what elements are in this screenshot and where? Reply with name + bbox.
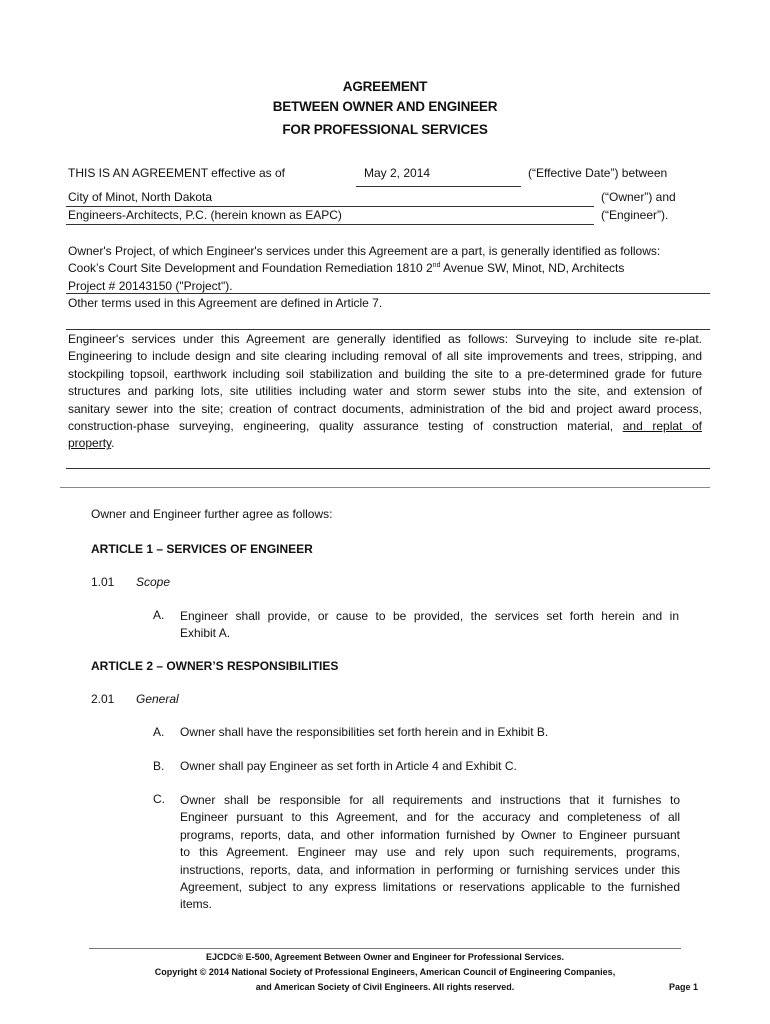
item-2-01-c-line-3: programs, reports, data, and other information furnished by Owner to Engineer pursuant: [180, 827, 680, 842]
owner-name: City of Minot, North Dakota: [68, 190, 213, 204]
section-1-01-number: 1.01: [91, 575, 115, 589]
item-2-01-b-text: Owner shall pay Engineer as set forth in Article 4 and Exhibit C.: [180, 759, 517, 773]
services-line-6-underlined: and replat of: [622, 419, 702, 434]
project-line-2: [68, 260, 710, 277]
effective-intro: THIS IS AN AGREEMENT effective as of: [68, 166, 285, 180]
item-2-01-c-line-5: instructions, reports, data, and information in performing or furnishing services under this: [180, 862, 680, 877]
section-divider: [60, 487, 710, 488]
services-line-3: stockpiling topsoil, earthwork including soil stabilization and building the site to a pre-determined grade for future: [68, 366, 702, 381]
item-2-01-c-letter: C.: [153, 792, 165, 806]
services-top-rule: [66, 329, 710, 330]
services-line-6: [68, 418, 702, 435]
footer-line-3: and American Society of Civil Engineers. All rights reserved.: [255, 982, 515, 992]
item-2-01-c-line-7: items.: [180, 897, 213, 912]
footer-line-1: EJCDC® E-500, Agreement Between Owner and Engineer for Professional Services.: [206, 952, 564, 962]
engineer-name: Engineers-Architects, P.C. (herein known as EAPC): [68, 208, 342, 222]
item-2-01-c-text: [180, 792, 680, 914]
item-1-01-a-text: [180, 608, 679, 643]
project-intro: Owner's Project, of which Engineer's services under this Agreement are a part, is generally identified as follows:: [68, 244, 661, 258]
services-line-7: [68, 435, 702, 452]
item-2-01-a-text: Owner shall have the responsibilities set forth herein and in Exhibit B.: [180, 725, 549, 739]
item-2-01-a-letter: A.: [153, 725, 165, 739]
item-2-01-c-line-6: Agreement, subject to any express limitations or reservations applicable to the furnished: [180, 880, 680, 895]
project-line-2-start: Cook’s Court Site Development and Foundation Remediation 1810 2: [68, 261, 433, 276]
footer-rule: [89, 948, 681, 949]
item-2-01-b-letter: B.: [153, 759, 165, 773]
project-line-3: Project # 20143150 ("Project").: [68, 278, 233, 293]
project-line-2-end: Avenue SW, Minot, ND, Architects: [440, 261, 625, 276]
effective-date-underline: [356, 186, 521, 187]
article-1-heading: ARTICLE 1 – SERVICES OF ENGINEER: [91, 542, 313, 556]
project-underline: [66, 293, 710, 294]
section-2-01-number: 2.01: [91, 692, 115, 706]
footer-line-2: Copyright © 2014 National Society of Professional Engineers, American Council of Engineering Companies,: [154, 967, 616, 977]
effective-date: May 2, 2014: [364, 166, 431, 180]
further-agree: Owner and Engineer further agree as follows:: [91, 507, 333, 521]
services-line-1: Engineer's services under this Agreement are generally identified as follows: Surveying to include site re-plat.: [68, 332, 702, 346]
page-number: Page 1: [669, 982, 699, 992]
item-1-01-a-letter: A.: [153, 608, 165, 622]
engineer-role: (“Engineer”).: [601, 208, 669, 222]
owner-role: (“Owner”) and: [601, 190, 676, 204]
other-terms: Other terms used in this Agreement are defined in Article 7.: [68, 296, 383, 310]
item-1-01-a-line-1: Engineer shall provide, or cause to be provided, the services set forth herein and in: [180, 609, 679, 623]
article-2-heading: ARTICLE 2 – OWNER’S RESPONSIBILITIES: [91, 659, 339, 673]
item-2-01-c-line-1: Owner shall be responsible for all requirements and instructions that it furnishes to: [180, 793, 680, 807]
services-line-7-end: .: [111, 436, 115, 451]
services-line-6-start: construction-phase surveying, engineering, quality assurance testing of construction material,: [68, 419, 614, 434]
services-paragraph: [68, 331, 702, 453]
services-line-7-underlined: property: [68, 436, 112, 451]
title-line-3: FOR PROFESSIONAL SERVICES: [282, 122, 488, 137]
item-2-01-c-line-2: Engineer pursuant to this Agreement, and for the accuracy and completeness of all: [180, 810, 680, 825]
services-bottom-rule: [66, 468, 710, 469]
services-line-5: sanitary sewer into the site; creation of contract documents, administration of the bid and project award process,: [68, 401, 702, 416]
engineer-underline: [66, 224, 594, 225]
item-2-01-c-line-4: to this Agreement. Engineer may use and rely upon such requirements, programs,: [180, 845, 680, 860]
section-2-01-title: General: [136, 692, 179, 706]
section-1-01-title: Scope: [136, 575, 171, 589]
services-line-4: structures and parking lots, site utilities including water and storm sewer stubs into the site, and extension of: [68, 384, 702, 399]
title-line-2: BETWEEN OWNER AND ENGINEER: [272, 99, 498, 114]
project-paragraph: [68, 243, 710, 295]
owner-underline: [66, 206, 594, 207]
item-1-01-a-line-2: Exhibit A.: [180, 626, 231, 641]
title-line-1: AGREEMENT: [342, 79, 428, 94]
project-line-2-superscript: nd: [432, 262, 441, 270]
effective-date-suffix: (“Effective Date”) between: [528, 166, 668, 180]
services-line-2: Engineering to include design and site clearing including removal of all site improvements and trees, stripping, and: [68, 349, 702, 364]
